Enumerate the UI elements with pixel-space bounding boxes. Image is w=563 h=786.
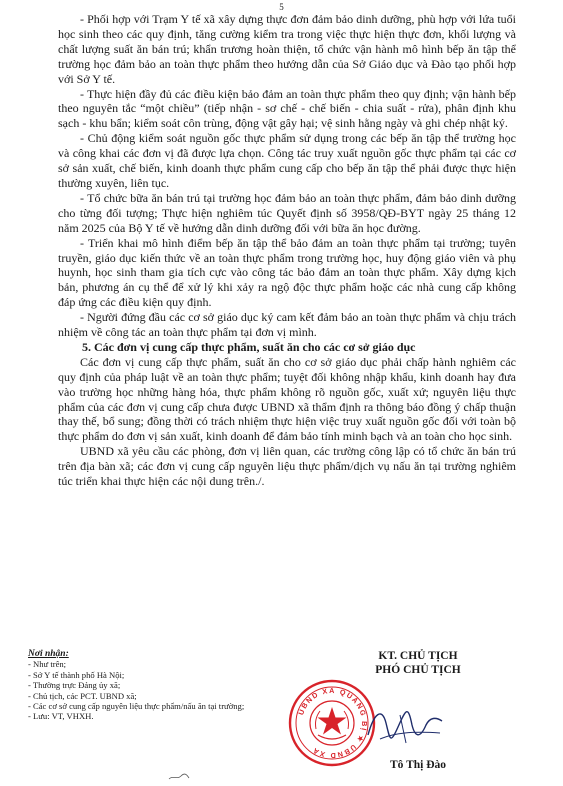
paragraph-commitment: - Người đứng đầu các cơ sở giáo dục ký cam kết đảm bảo an toàn thực phẩm và chịu trách nhiệm về công tác an toàn thực phẩm tại đơn vị mình.: [58, 310, 516, 340]
paragraph-food-origin: - Chủ động kiểm soát nguồn gốc thực phẩm sử dụng trong các bếp ăn tập thể trường học và công khai các đơn vị đã được lựa chọn. Công tác truy xuất nguồn gốc thực phẩm tại các cơ sở sản xuất, chế biến, kinh doanh thực phẩm cung cấp cho bếp ăn tập thể phải được thực hiện thường xuyên, liên tục.: [58, 131, 516, 190]
recipient-item: - Sở Y tế thành phố Hà Nội;: [28, 669, 125, 680]
recipients-title: Nơi nhận:: [28, 649, 69, 659]
document-footer: [0, 649, 563, 786]
handwritten-signature-icon: [360, 695, 450, 755]
recipient-item: - Như trên;: [28, 659, 67, 670]
recipient-item: - Thường trực Đảng ủy xã;: [28, 680, 121, 691]
recipients-block: [28, 649, 268, 722]
recipient-item: - Chủ tịch, các PCT. UBND xã;: [28, 690, 137, 701]
paragraph-kitchen-conditions: - Thực hiện đầy đủ các điều kiện bảo đảm an toàn thực phẩm theo quy định; vận hành bếp theo nguyên tắc “một chiều” (tiếp nhận - sơ chế - chế biến - chia suất - rửa), phân định khu sạch - khu bẩn; kiểm soát côn trùng, động vật gây hại; vệ sinh hằng ngày và ghi chép nhật ký.: [58, 86, 516, 131]
signer-authority: KT. CHỦ TỊCH: [378, 650, 458, 662]
paragraph-school-meals: - Tổ chức bữa ăn bán trú tại trường học đảm bảo an toàn thực phẩm, đảm bảo dinh dưỡng cho từng đối tượng; Thực hiện nghiêm túc Quyết định số 3958/QĐ-BYT ngày 25 tháng 12 năm 2025 của Bộ Y tế về hướng dẫn dinh dưỡng đối với bữa ăn học đường.: [58, 190, 516, 235]
document-body: [58, 12, 516, 489]
recipient-item: - Các cơ sở cung cấp nguyên liệu thực phẩm/nấu ăn tại trường;: [28, 701, 245, 712]
recipient-item: - Lưu: VT, VHXH.: [28, 711, 94, 722]
svg-text:UBND XÃ QUẢNG BỊ ★ UBND XÃ: UBND XÃ QUẢNG BỊ ★ UBND XÃ: [296, 685, 370, 761]
signer-role: PHÓ CHỦ TỊCH: [375, 664, 461, 676]
signer-name: Tô Thị Đào: [389, 759, 447, 771]
section-heading: 5. Các đơn vị cung cấp thực phẩm, suất ăn cho các cơ sở giáo dục: [82, 339, 416, 354]
paragraph-menu-coordination: - Phối hợp với Trạm Y tế xã xây dựng thực đơn đảm bảo dinh dưỡng, phù hợp với lứa tuổi học sinh theo các quy định, tăng cường kiểm tra trong việc thực hiện thực đơn, khối lượng và chất lượng suất ăn bán trú; khẩn trương hoàn thiện, tổ chức vận hành mô hình bếp ăn tập thể trường học đảm bảo an toàn thực phẩm theo hướng dẫn của Sở Giáo dục và Đào tạo phối hợp với Sở Y tế.: [58, 12, 516, 86]
page-number: 5: [279, 2, 284, 12]
initial-mark-icon: [168, 773, 190, 781]
paragraph-request: UBND xã yêu cầu các phòng, đơn vị liên quan, các trường công lập có tổ chức ăn bán trú trên địa bàn xã; các đơn vị cung cấp nguyên liệu thực phẩm/dịch vụ nấu ăn tại trường nghiêm túc triển khai thực hiện các nội dung trên./.: [58, 444, 516, 489]
paragraph-model-kitchen: - Triển khai mô hình điểm bếp ăn tập thể bảo đảm an toàn thực phẩm tại trường; tuyên truyền, giáo dục kiến thức về an toàn thực phẩm trong trường học, huy động giáo viên và phụ huynh, học sinh tham gia tích cực vào công tác bảo đảm an toàn thực phẩm. Xây dựng kịch bản, phương án cụ thể để xử lý khi xảy ra ngộ độc thực phẩm hoặc các nhà cung cấp không đáp ứng các điều kiện quy định.: [58, 235, 516, 310]
paragraph-suppliers: Các đơn vị cung cấp thực phẩm, suất ăn cho cơ sở giáo dục phải chấp hành nghiêm các quy định của pháp luật về an toàn thực phẩm; tuyệt đối không nhập khẩu, kinh doanh hay đưa vào trường học những hàng hóa, thực phẩm không rõ nguồn gốc, xuất xứ; nguyên liệu thực phẩm của các đơn vị cung cấp chưa được UBND xã thẩm định ra thông báo đồng ý chấp thuận thay thế, bổ sung; đồng thời có trách nhiệm thực hiện việc truy xuất nguồn gốc đối với toàn bộ thực phẩm do đơn vị sản xuất, kinh doanh để đảm bảo tính minh bạch và an toàn cho học sinh.: [58, 354, 516, 444]
